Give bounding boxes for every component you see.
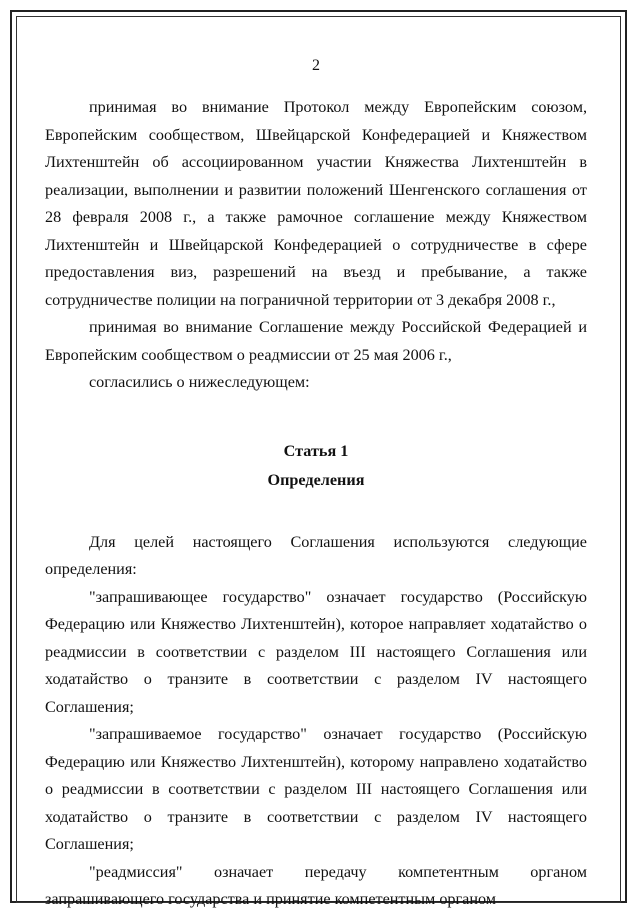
document-page xyxy=(45,56,587,914)
preamble-paragraph-protocol: принимая во внимание Протокол между Европейским союзом, Европейским сообществом, Швейцарской Конфедерацией и Княжеством Лихтенштейн об ассоциированном участии Княжества Лихтенштейн в реализации, выполнении и развитии положений Шенгенского соглашения от 28 февраля 2008 г., а также рамочное соглашение между Княжеством Лихтенштейн и Швейцарской Конфедерацией о сотрудничестве в сфере предоставления виз, разрешений на въезд и пребывание, а также сотрудничестве полиции на пограничной территории от 3 декабря 2008 г., xyxy=(45,98,587,309)
article-number: Статья 1 xyxy=(283,441,349,460)
preamble-paragraph-agreed: согласились о нижеследующем: xyxy=(89,373,310,391)
spacer xyxy=(45,495,587,529)
definition-requested-state: "запрашиваемое государство" означает государство (Российскую Федерацию или Княжество Лихтенштейн), которому направлено ходатайство о реадмиссии в соответствии с разделом III настоящего Соглашения или ходатайство о транзите в соответствии с разделом IV настоящего Соглашения; xyxy=(45,725,587,853)
definitions-intro-paragraph: Для целей настоящего Соглашения используются следующие определения: xyxy=(45,532,587,578)
article-title: Определения xyxy=(267,470,365,489)
definition-requesting-state: "запрашивающее государство" означает государство (Российскую Федерацию или Княжество Лихтенштейн), которое направляет ходатайство о реадмиссии в соответствии с разделом III настоящего Соглашения или ходатайство о транзите в соответствии с разделом IV настоящего Соглашения; xyxy=(45,587,587,716)
definition-readmission: "реадмиссия" означает передачу компетентным органом запрашивающего государства и принятие компетентным органом xyxy=(45,862,587,908)
page-number: 2 xyxy=(312,57,320,74)
preamble-paragraph-agreement: принимая во внимание Соглашение между Российской Федерацией и Европейским сообществом о реадмиссии от 25 мая 2006 г., xyxy=(45,318,587,364)
spacer xyxy=(45,397,587,437)
